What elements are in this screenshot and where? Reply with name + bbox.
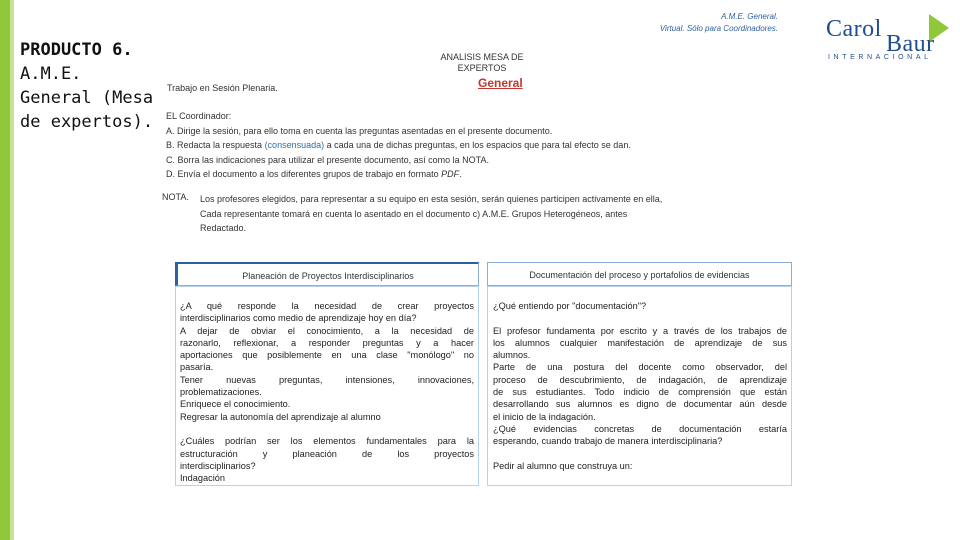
analysis-title-line: ANALISIS MESA DE (440, 52, 524, 62)
instruction-d-text: D. Envía el documento a los diferentes grupos de trabajo en formato (166, 169, 442, 179)
carol-baur-logo (826, 14, 950, 66)
answer-line: A dejar de obviar el conocimiento, a la necesidad de (180, 325, 474, 336)
question-line: estructuración y planeación de los proyectos (180, 448, 474, 459)
general-label: General (478, 76, 523, 90)
answer-line: el inicio de la indagación. (493, 411, 596, 422)
title-line: General (Mesa (20, 88, 154, 108)
nota-line: Cada representante tomará en cuenta lo asentado en el documento c) A.M.E. Grupos Heterogéneos, antes (200, 208, 628, 219)
logo-word-carol: Carol (826, 16, 882, 42)
blank-line (180, 423, 474, 435)
answer-line: desarrollando sus alumnos es digno de documentar aún desde (493, 399, 787, 410)
nota-line: Redactado. (200, 223, 247, 233)
question-line: ¿Qué evidencias concretas de documentación estaría (493, 423, 787, 434)
left-accent-bar-light (10, 0, 14, 540)
session-type: Trabajo en Sesión Plenaria. (167, 83, 278, 93)
question-line: ¿Qué entiendo por "documentación"? (493, 301, 647, 311)
answer-line: razonarlo, reflexionar, a responder preguntas y a hacer (180, 337, 474, 348)
answer-line: pasaría. (180, 362, 214, 373)
analysis-title (420, 52, 544, 74)
instruction-d-rest: . (459, 169, 462, 179)
answer-line: de sus estudiantes. Todo indicio de comprensión que están (493, 387, 787, 398)
question-line: ¿Cuáles podrían ser los elementos fundamentales para la (180, 436, 474, 447)
question-line: esperando, cuando trabajo de manera interdisciplinaria? (493, 436, 723, 447)
analysis-title-line: EXPERTOS (457, 63, 507, 73)
answer-line: Parte de una postura del docente como observador, del (493, 362, 787, 373)
instruction-d (166, 167, 631, 182)
nota-line: Los profesores elegidos, para representar a su equipo en esta sesión, serán quienes participen activamente en ella, (200, 194, 663, 204)
blank-line (493, 448, 787, 460)
instruction-b-rest: a cada una de dichas preguntas, en los espacios que para tal efecto se dan. (324, 140, 631, 150)
top-note (660, 11, 778, 35)
instruction-a: A. Dirige la sesión, para ello toma en cuenta las preguntas asentadas en el presente documento. (166, 125, 553, 136)
title-line: PRODUCTO 6. (20, 40, 133, 60)
answer-line: aportaciones que posiblemente en una clase "monólogo" no (180, 350, 474, 361)
answer-line: Indagación (180, 473, 225, 484)
product-title (20, 38, 160, 134)
documentation-answers (493, 300, 787, 472)
instruction-c: C. Borra las indicaciones para utilizar el presente documento, así como la NOTA. (166, 154, 489, 165)
left-accent-bar (0, 0, 10, 540)
answer-line: Enriquece el conocimiento. (180, 399, 291, 410)
title-line: A.M.E. (20, 64, 82, 84)
column-header-planning: Planeación de Proyectos Interdisciplinarios (175, 262, 479, 286)
top-note-line: A.M.E. General. (721, 12, 778, 21)
pdf-text: PDF (441, 169, 460, 179)
blank-line (493, 312, 787, 324)
answer-line: los alumnos cualquier manifestación de aprendizaje de sus (493, 337, 787, 348)
instruction-b (166, 138, 631, 153)
nota-label: NOTA. (162, 192, 189, 202)
instruction-b-text: B. Redacta la respuesta (166, 140, 265, 150)
column-header-documentation: Documentación del proceso y portafolios de evidencias (487, 262, 792, 286)
answer-line: alumnos. (493, 350, 531, 361)
question-line: interdisciplinarios? (180, 460, 256, 471)
coordinator-heading: EL Coordinador: (166, 111, 232, 121)
logo-subtitle: INTERNACIONAL (828, 54, 932, 61)
consensuada-text: (consensuada) (264, 140, 325, 150)
answer-line: El profesor fundamenta por escrito y a través de los trabajos de (493, 325, 787, 336)
answer-line: Pedir al alumno que construya un: (493, 460, 633, 471)
planning-answers (180, 300, 474, 484)
answer-line: Tener nuevas preguntas, intensiones, innovaciones, (180, 374, 474, 385)
answer-line: Regresar la autonomía del aprendizaje al alumno (180, 411, 381, 422)
top-note-line: Virtual. Sólo para Coordinadores. (659, 24, 778, 33)
question-line: ¿A qué responde la necesidad de crear proyectos (180, 301, 474, 311)
title-line: de expertos). (20, 112, 154, 132)
answer-line: problematizaciones. (180, 387, 262, 398)
coordinator-instructions (166, 109, 631, 182)
nota-text (200, 192, 720, 236)
logo-word-baur: Baur (886, 31, 935, 57)
answer-line: proceso de descubrimiento, de indagación, de aprendizaje (493, 374, 787, 385)
question-line: interdisciplinarios como medio de aprendizaje hoy en día? (180, 313, 417, 324)
